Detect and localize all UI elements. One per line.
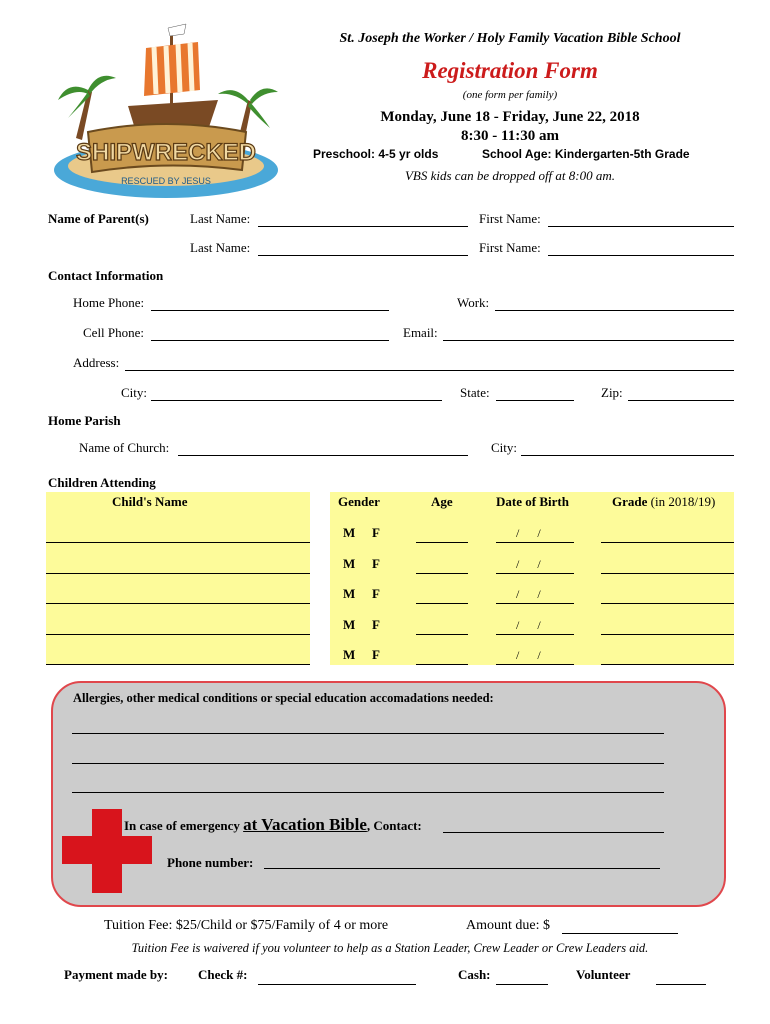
dob-separators: / / — [516, 648, 541, 662]
dropoff-note: VBS kids can be dropped off at 8:00 am. — [404, 168, 615, 183]
child-age-field[interactable] — [416, 634, 468, 635]
parents-section-label: Name of Parent(s) — [48, 211, 149, 226]
dob-separators: / / — [516, 557, 541, 571]
tuition-fee: Tuition Fee: $25/Child or $75/Family of 4 or more — [104, 918, 389, 933]
child-name-column-bg — [46, 492, 310, 665]
children-section-label: Children Attending — [48, 475, 156, 490]
page-title: Registration Form — [422, 58, 598, 83]
emergency-suffix: , Contact: — [366, 818, 422, 833]
logo-word: SHIPWRECKED — [75, 139, 257, 166]
medical-box — [51, 681, 726, 907]
col-age: Age — [431, 494, 453, 509]
gender-f-option[interactable]: F — [372, 556, 380, 571]
school-age-label: School Age: Kindergarten-5th Grade — [482, 147, 690, 161]
cell-phone-label: Cell Phone: — [83, 325, 145, 340]
church-name-field[interactable] — [178, 455, 468, 456]
shipwrecked-logo — [48, 20, 280, 200]
parent1-last-name-field[interactable] — [258, 226, 468, 227]
preschool-label: Preschool: 4-5 yr olds — [313, 147, 439, 161]
tuition-waiver-note: Tuition Fee is waivered if you volunteer to help as a Station Leader, Crew Leader or Crew Leaders aid. — [131, 941, 649, 955]
dob-separators: / / — [516, 587, 541, 601]
event-dates: Monday, June 18 - Friday, June 22, 2018 — [380, 109, 640, 125]
child-dob-field[interactable] — [496, 664, 574, 665]
city-label: City: — [121, 385, 148, 400]
child-details-column-bg — [330, 492, 734, 665]
medical-line-3[interactable] — [72, 792, 664, 793]
work-phone-field[interactable] — [495, 310, 734, 311]
child-grade-field[interactable] — [601, 634, 734, 635]
parish-city-label: City: — [491, 440, 518, 455]
child-dob-field[interactable] — [496, 603, 574, 604]
parent1-first-name-label: First Name: — [479, 211, 541, 226]
child-age-field[interactable] — [416, 603, 468, 604]
zip-field[interactable] — [628, 400, 734, 401]
cell-phone-field[interactable] — [151, 340, 389, 341]
medical-line-1[interactable] — [72, 733, 664, 734]
parent2-last-name-field[interactable] — [258, 255, 468, 256]
child-age-field[interactable] — [416, 542, 468, 543]
amount-due-label: Amount due: $ — [466, 918, 550, 933]
parent2-first-name-field[interactable] — [548, 255, 734, 256]
state-field[interactable] — [496, 400, 574, 401]
col-date-of-birth: Date of Birth — [496, 494, 569, 509]
emergency-contact-label — [124, 815, 422, 835]
parent2-first-name-label: First Name: — [479, 240, 541, 255]
volunteer-label: Volunteer — [576, 967, 631, 982]
emergency-contact-field[interactable] — [443, 832, 664, 833]
check-number-field[interactable] — [258, 984, 416, 985]
child-name-field[interactable] — [46, 542, 310, 543]
parent2-last-name-label: Last Name: — [190, 240, 251, 255]
gender-m-option[interactable]: M — [343, 647, 356, 662]
gender-f-option[interactable]: F — [372, 617, 380, 632]
home-phone-field[interactable] — [151, 310, 389, 311]
col-grade-note: (in 2018/19) — [650, 494, 716, 509]
child-dob-field[interactable] — [496, 542, 574, 543]
check-number-label: Check #: — [198, 967, 248, 982]
gender-f-option[interactable]: F — [372, 647, 380, 662]
col-grade — [612, 494, 715, 510]
shipwrecked-logo-art — [48, 20, 280, 200]
email-label: Email: — [403, 325, 438, 340]
child-age-field[interactable] — [416, 573, 468, 574]
emergency-phone-field[interactable] — [264, 868, 660, 869]
child-age-field[interactable] — [416, 664, 468, 665]
state-label: State: — [460, 385, 490, 400]
cash-label: Cash: — [458, 967, 491, 982]
parent1-first-name-field[interactable] — [548, 226, 734, 227]
col-child-name: Child's Name — [112, 494, 188, 509]
child-grade-field[interactable] — [601, 664, 734, 665]
medical-line-2[interactable] — [72, 763, 664, 764]
dob-separators: / / — [516, 618, 541, 632]
child-dob-field[interactable] — [496, 573, 574, 574]
medical-heading: Allergies, other medical conditions or special education accomadations needed: — [73, 691, 494, 705]
dob-separators: / / — [516, 526, 541, 540]
address-field[interactable] — [125, 370, 734, 371]
child-grade-field[interactable] — [601, 603, 734, 604]
col-gender: Gender — [338, 494, 380, 509]
child-grade-field[interactable] — [601, 542, 734, 543]
gender-f-option[interactable]: F — [372, 525, 380, 540]
home-phone-label: Home Phone: — [73, 295, 145, 310]
address-label: Address: — [73, 355, 120, 370]
parish-section-label: Home Parish — [48, 413, 121, 428]
parish-city-field[interactable] — [521, 455, 734, 456]
gender-m-option[interactable]: M — [343, 556, 356, 571]
city-field[interactable] — [151, 400, 442, 401]
child-name-field[interactable] — [46, 634, 310, 635]
payment-label: Payment made by: — [64, 967, 168, 982]
work-phone-label: Work: — [457, 295, 490, 310]
event-time: 8:30 - 11:30 am — [461, 128, 559, 144]
school-name: St. Joseph the Worker / Holy Family Vacation Bible School — [339, 31, 681, 46]
gender-f-option[interactable]: F — [372, 586, 380, 601]
child-dob-field[interactable] — [496, 634, 574, 635]
emergency-phone-label: Phone number: — [167, 855, 254, 870]
church-name-label: Name of Church: — [79, 440, 170, 455]
email-field[interactable] — [443, 340, 734, 341]
child-name-field[interactable] — [46, 603, 310, 604]
child-name-field[interactable] — [46, 664, 310, 665]
amount-due-field[interactable] — [562, 933, 678, 934]
cash-field[interactable] — [496, 984, 548, 985]
gender-m-option[interactable]: M — [343, 586, 356, 601]
child-grade-field[interactable] — [601, 573, 734, 574]
contact-section-label: Contact Information — [48, 268, 164, 283]
parent1-last-name-label: Last Name: — [190, 211, 251, 226]
emergency-vbs: at Vacation Bible — [243, 815, 367, 834]
zip-label: Zip: — [601, 385, 623, 400]
logo-tagline: RESCUED BY JESUS — [121, 176, 211, 186]
gender-m-option[interactable]: M — [343, 617, 356, 632]
gender-m-option[interactable]: M — [343, 525, 356, 540]
col-grade-label: Grade — [612, 494, 648, 509]
emergency-prefix: In case of emergency — [124, 818, 244, 833]
child-name-field[interactable] — [46, 573, 310, 574]
page-subtitle: (one form per family) — [462, 89, 558, 101]
volunteer-field[interactable] — [656, 984, 706, 985]
